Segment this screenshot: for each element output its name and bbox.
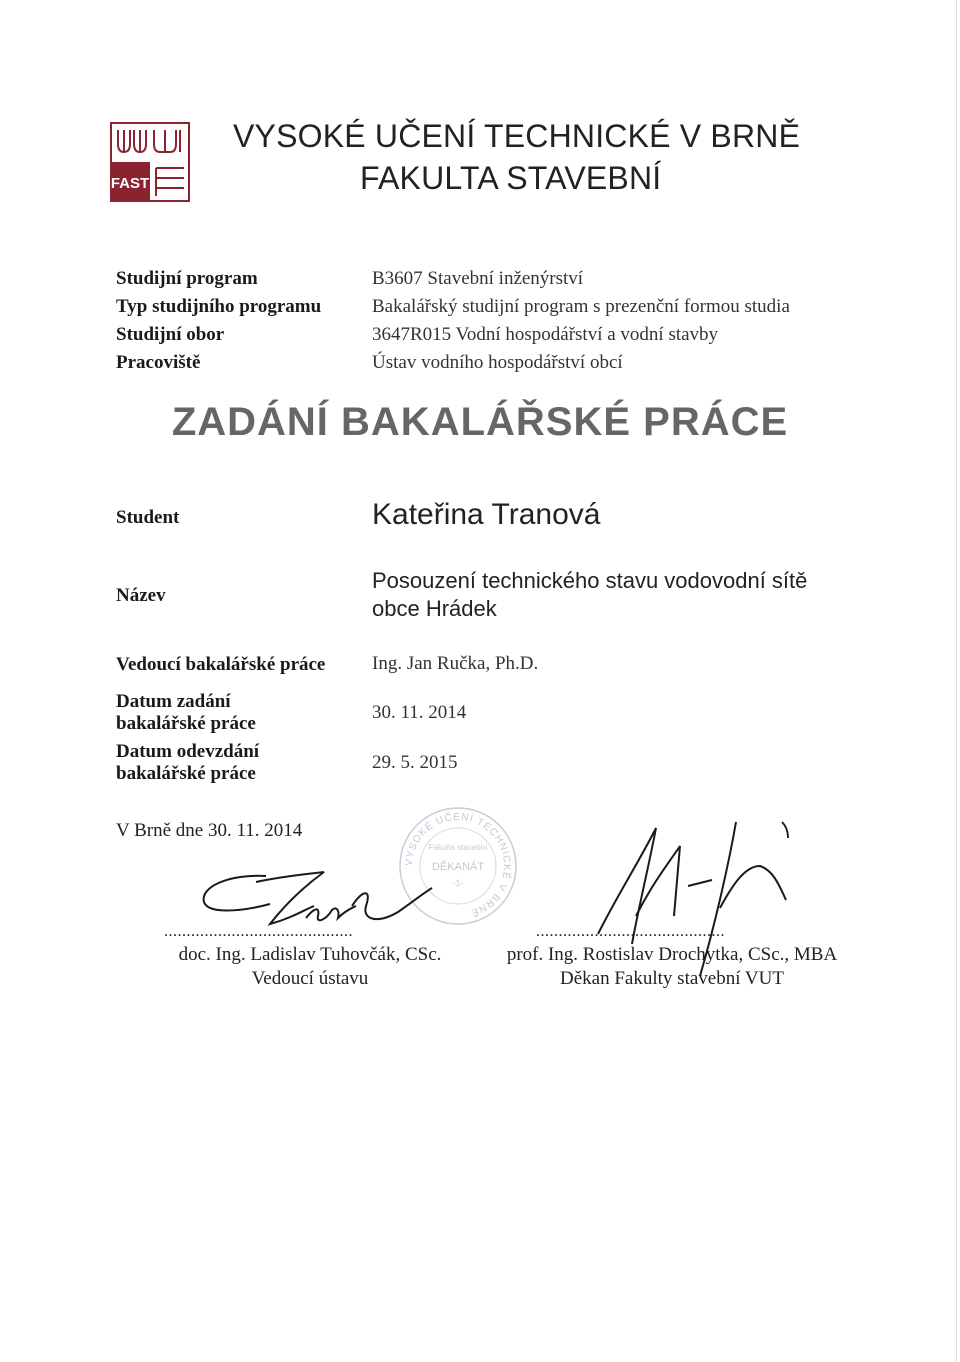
- stamp-center-text: DĚKANÁT: [432, 861, 484, 873]
- submit-date: 29. 5. 2015: [372, 752, 458, 773]
- document-title: ZADÁNÍ BAKALÁŘSKÉ PRÁCE: [171, 400, 789, 444]
- submit-label-line1: Datum odevzdání: [116, 741, 260, 762]
- stamp-inner-text: Fakulta stavební: [428, 843, 488, 852]
- left-signer-role: Vedoucí ústavu: [251, 968, 369, 989]
- info-value: Bakalářský studijní program s prezenční formou studia: [372, 296, 790, 317]
- left-signature-line: ..........................................: [164, 923, 353, 940]
- supervisor-name: Ing. Jan Ručka, Ph.D.: [372, 653, 539, 674]
- assigned-label-line1: Datum zadání: [116, 691, 231, 712]
- place-and-date: V Brně dne 30. 11. 2014: [116, 820, 303, 841]
- right-signer-role: Děkan Fakulty stavební VUT: [560, 968, 784, 989]
- assigned-date: 30. 11. 2014: [372, 702, 467, 723]
- info-label: Pracoviště: [116, 352, 201, 373]
- assigned-label-line2: bakalářské práce: [116, 713, 256, 734]
- title-label: Název: [116, 585, 166, 606]
- svg-text:FAST: FAST: [110, 175, 150, 192]
- stamp-ring-text: VYSOKÉ UČENÍ TECHNICKÉ V BRNĚ: [403, 811, 513, 919]
- left-signer-name: doc. Ing. Ladislav Tuhovčák, CSc.: [178, 944, 442, 965]
- faculty-name: FAKULTA STAVEBNÍ: [360, 160, 662, 196]
- thesis-title-line2: obce Hrádek: [372, 596, 497, 621]
- info-value: Ústav vodního hospodářství obcí: [372, 352, 623, 373]
- info-value: 3647R015 Vodní hospodářství a vodní stavby: [372, 324, 719, 345]
- supervisor-label: Vedoucí bakalářské práce: [116, 654, 326, 675]
- submit-label-line2: bakalářské práce: [116, 763, 256, 784]
- university-logo: [110, 122, 190, 202]
- info-label: Studijní program: [116, 268, 258, 289]
- right-signer-name: prof. Ing. Rostislav Drochytka, CSc., MBA: [506, 944, 838, 965]
- student-name: Kateřina Tranová: [372, 498, 601, 531]
- student-label: Student: [116, 507, 180, 528]
- right-signature-line: ..........................................: [536, 923, 725, 940]
- thesis-title-line1: Posouzení technického stavu vodovodní sítě: [372, 568, 808, 593]
- page-edge: [956, 0, 957, 1362]
- stamp-number: -1-: [452, 878, 464, 888]
- university-name: VYSOKÉ UČENÍ TECHNICKÉ V BRNĚ: [233, 118, 801, 154]
- info-label: Studijní obor: [116, 324, 225, 345]
- info-label: Typ studijního programu: [116, 296, 322, 317]
- info-value: B3607 Stavební inženýrství: [372, 268, 584, 289]
